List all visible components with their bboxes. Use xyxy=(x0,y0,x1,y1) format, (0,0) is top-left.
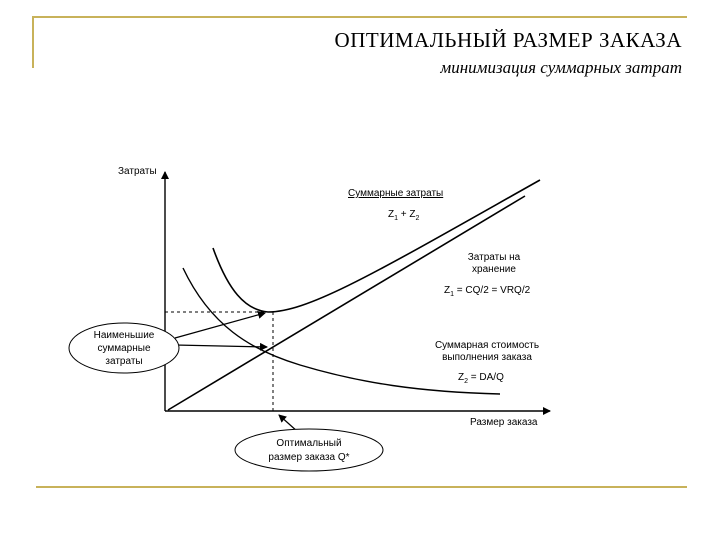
min-cost-callout-line2: суммарные xyxy=(97,343,151,354)
ordering-costs-formula: $Z_2 = DA/Q$ xyxy=(458,372,504,385)
min-cost-callout-line1: Наименьшие xyxy=(93,330,155,341)
slide-subtitle: минимизация суммарных затрат xyxy=(440,58,682,77)
holding-costs-label-line2: хранение xyxy=(472,264,516,275)
x-axis-label: Размер заказа xyxy=(470,417,538,428)
optimal-q-callout-ellipse xyxy=(235,429,383,471)
total-costs-formula: $Z_1 + Z_2$ xyxy=(388,209,420,222)
ordering-costs-label-line2: выполнения заказа xyxy=(442,352,532,363)
optimal-q-callout-line1: Оптимальный xyxy=(276,438,342,449)
ordering-costs-label-line1: Суммарная стоимость xyxy=(434,340,540,351)
slide-title: ОПТИМАЛЬНЫЙ РАЗМЕР ЗАКАЗА xyxy=(334,28,682,52)
min-cost-callout-line3: затраты xyxy=(105,356,143,367)
min-cost-pointer-to-minimum xyxy=(175,313,265,338)
y-axis-label: Затраты xyxy=(118,166,157,177)
holding-costs-formula: $Z_1 = CQ/2 = VRQ/2$ xyxy=(444,285,531,298)
total-costs-label: Суммарные затраты xyxy=(348,188,444,199)
holding-costs-label-line1: Затраты на xyxy=(467,252,521,263)
optimal-q-callout-line2: размер заказа Q* xyxy=(268,452,350,463)
